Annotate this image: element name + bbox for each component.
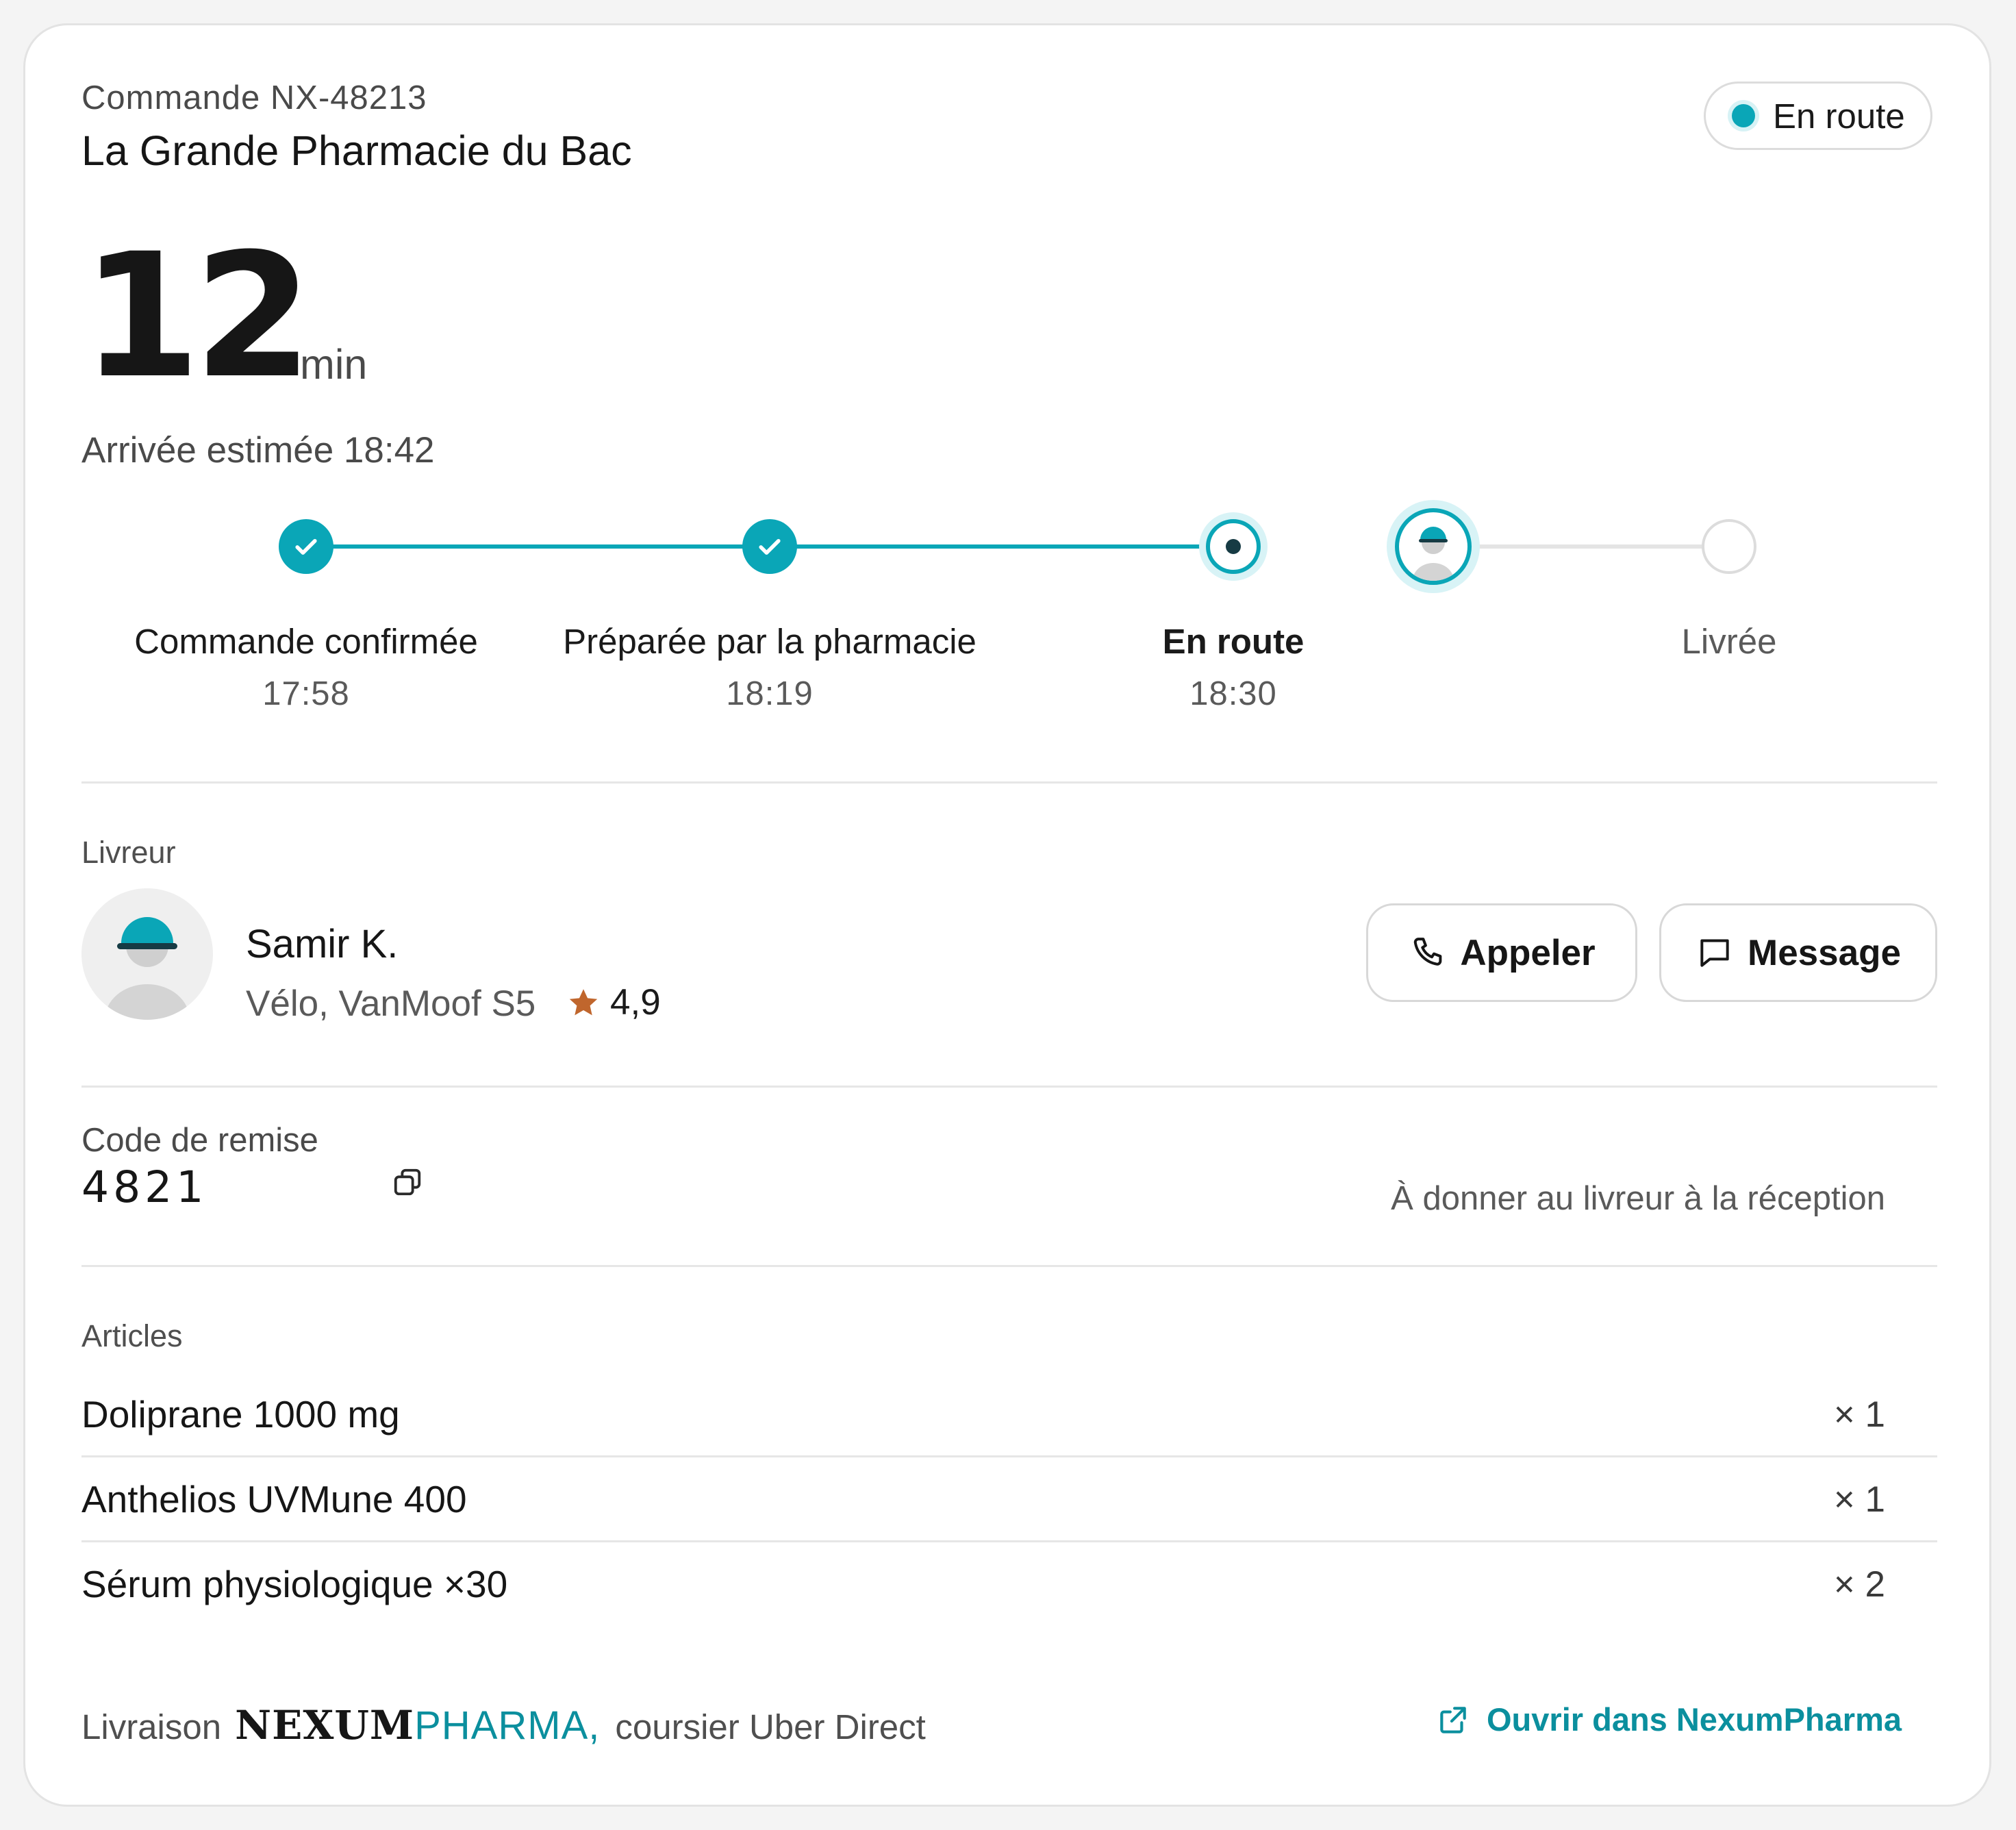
status-text: En route: [1773, 96, 1905, 136]
step-node-confirmed: [279, 519, 333, 574]
step-node-delivered: [1702, 519, 1756, 574]
star-icon: [566, 986, 601, 1020]
items-section-title: Articles: [81, 1318, 183, 1353]
item-quantity: × 1: [1833, 1479, 1885, 1520]
eta-arrival: Arrivée estimée 18:42: [81, 430, 435, 471]
check-icon: [755, 531, 785, 562]
current-step-dot: [1226, 539, 1241, 554]
item-quantity: × 2: [1833, 1564, 1885, 1605]
courier-rating: [566, 981, 661, 1023]
message-button[interactable]: [1659, 903, 1937, 1002]
call-button-label: Appeler: [1460, 932, 1596, 973]
courier-icon: [1399, 512, 1467, 581]
store-name: La Grande Pharmacie du Bac: [81, 127, 632, 174]
item-name: Sérum physiologique ×30: [81, 1563, 508, 1605]
step-label-delivered: Livrée: [1681, 622, 1777, 661]
order-tracking-card: [23, 23, 1991, 1807]
brand-logo-light: PHARMA,: [414, 1703, 601, 1748]
item-quantity: × 1: [1833, 1394, 1885, 1435]
eta-minutes: 12: [81, 216, 306, 416]
step-label-confirmed: Commande confirmée: [134, 622, 478, 661]
status-badge: [1704, 82, 1932, 150]
message-icon: [1696, 933, 1734, 972]
courier-position-marker: [1395, 508, 1472, 585]
divider: [81, 1455, 1937, 1457]
handover-code-hint: À donner au livreur à la réception: [1391, 1180, 1885, 1217]
status-dot: [1732, 104, 1755, 127]
copy-code-button[interactable]: [392, 1166, 423, 1198]
step-label-en-route: En route: [1162, 622, 1305, 661]
open-in-app-link[interactable]: [1436, 1701, 1902, 1738]
order-id: Commande NX-48213: [81, 79, 427, 116]
divider: [81, 1086, 1937, 1088]
step-time-en-route: 18:30: [1189, 675, 1277, 712]
courier-avatar: [81, 888, 213, 1020]
handover-code-value: 4821: [81, 1162, 208, 1212]
divider: [81, 1265, 1937, 1267]
step-time-confirmed: 17:58: [262, 675, 350, 712]
rating-value: 4,9: [610, 982, 661, 1023]
delivery-provider: [81, 1702, 926, 1748]
external-link-icon: [1436, 1703, 1470, 1737]
step-label-prepared: Préparée par la pharmacie: [563, 622, 977, 661]
copy-icon: [392, 1166, 423, 1198]
courier-avatar-icon: [81, 888, 213, 1020]
brand-logo-bold: NEXUM: [235, 1702, 415, 1748]
courier-name: Samir K.: [246, 922, 399, 966]
phone-icon: [1408, 933, 1446, 972]
divider: [81, 781, 1937, 784]
step-node-prepared: [742, 519, 797, 574]
step-time-prepared: 18:19: [726, 675, 814, 712]
message-button-label: Message: [1748, 932, 1901, 973]
delivery-prefix: Livraison: [81, 1707, 222, 1746]
courier-section-title: Livreur: [81, 835, 176, 870]
check-icon: [291, 531, 321, 562]
open-in-app-label: Ouvrir dans NexumPharma: [1487, 1701, 1902, 1738]
handover-code-label: Code de remise: [81, 1122, 318, 1159]
divider: [81, 1540, 1937, 1542]
call-button[interactable]: [1366, 903, 1637, 1002]
courier-service: coursier Uber Direct: [615, 1707, 926, 1746]
courier-vehicle: Vélo, VanMoof S5: [246, 983, 536, 1024]
eta-unit: min: [300, 341, 368, 388]
step-node-en-route: [1206, 519, 1261, 574]
item-name: Doliprane 1000 mg: [81, 1393, 400, 1436]
progress-track-remaining: [1450, 544, 1737, 549]
item-name: Anthelios UVMune 400: [81, 1478, 467, 1520]
